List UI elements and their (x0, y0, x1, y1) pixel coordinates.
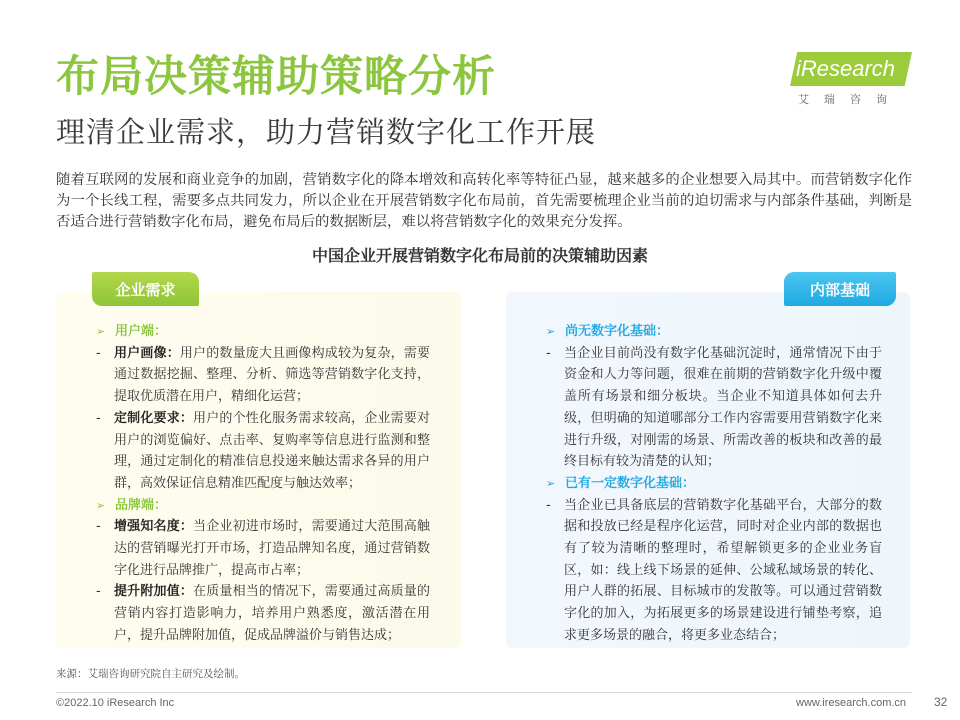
item-keyword: 提升附加值： (114, 584, 194, 600)
item-keyword: 增强知名度： (114, 519, 194, 535)
item-keyword: 定制化要求： (114, 410, 194, 426)
dash-bullet: - (546, 497, 551, 513)
arrow-bullet-icon: ➢ (96, 498, 106, 512)
list-item-body (114, 581, 430, 646)
list-item-body (114, 343, 430, 408)
logo-brand: iResearch (796, 56, 896, 81)
section-heading-brand (96, 495, 430, 517)
section-heading-no-foundation (546, 321, 882, 343)
intro-paragraph: 随着互联网的发展和商业竞争的加剧，营销数字化的降本增效和高转化率等特征凸显，越来越多的企业想要入局其中。而营销数字化作为一个长线工程，需要多点共同发力，所以企业在开展营销数字化布局前，首先需要梳理企业当前的迫切需求与内部条件基础，判断是否适合进行营销数字化布局，避免布局后的数据断层，难以将营销数字化的效果充分发挥。 (56, 172, 912, 230)
list-item-body (114, 408, 430, 495)
section-heading-text: 用户端： (115, 324, 168, 339)
list-item (96, 408, 430, 495)
arrow-bullet-icon: ➢ (546, 325, 556, 338)
dash-bullet: - (96, 345, 101, 361)
section-heading-text: 已有一定数字化基础： (565, 475, 696, 491)
internal-foundation-content (546, 321, 882, 647)
item-text: 用户的个性化服务需求较高，企业需要对用户的浏览偏好、点击率、复购率等信息进行监测和整理，通过定制化的精准信息投递来触达需求各异的用户群，高效保证信息精准匹配度与触达效率； (114, 410, 430, 491)
item-text: 在质量相当的情况下，需要通过高质量的营销内容打造影响力，培养用户熟悉度，激活潜在用户，提升品牌附加值，促成品牌溢价与销售达成； (114, 584, 430, 643)
internal-foundation-tab: 内部基础 (784, 272, 896, 306)
dash-bullet: - (96, 519, 101, 535)
page-title: 布局决策辅助策略分析 (56, 52, 496, 102)
item-text: 当企业初进市场时，需要通过大范围高触达的营销曝光打开市场，打造品牌知名度，通过营销数字化进行品牌推广，提高市占率； (114, 519, 430, 578)
item-text: 当企业目前尚没有数字化基础沉淀时，通常情况下由于资金和人力等问题，很难在前期的营销数字化升级中覆盖所有场景和细分板块。当企业不知道具体如何去升级，但明确的知道哪部分工作内容需要用营销数字化来进行升级，对刚需的场景、所需改善的板块和改善的最终目标有较为清楚的认知； (564, 345, 882, 470)
list-item (96, 581, 430, 646)
source-note: 来源：艾瑞咨询研究院自主研究及绘制。 (56, 668, 245, 680)
list-item (96, 516, 430, 581)
enterprise-needs-content (96, 321, 430, 647)
logo-subtitle: 艾瑞咨询 (798, 93, 902, 106)
list-item-body (114, 516, 430, 581)
section-heading-text: 品牌端： (115, 497, 168, 513)
section-heading-user (96, 321, 430, 343)
website-link[interactable]: www.iresearch.com.cn (796, 697, 907, 709)
figure-title: 中国企业开展营销数字化布局前的决策辅助因素 (311, 246, 648, 265)
list-item (546, 343, 882, 473)
item-keyword: 用户画像： (114, 345, 180, 361)
dash-bullet: - (96, 410, 101, 426)
page-number: 32 (934, 695, 948, 709)
list-item (96, 343, 430, 408)
arrow-bullet-icon: ➢ (546, 476, 556, 490)
section-heading-text: 尚无数字化基础： (565, 324, 670, 339)
footer-divider (56, 692, 912, 693)
page-subtitle: 理清企业需求，助力营销数字化工作开展 (56, 115, 597, 149)
arrow-bullet-icon: ➢ (96, 325, 106, 338)
item-text: 用户的数量庞大且画像构成较为复杂，需要通过数据挖掘、整理、分析、筛选等营销数字化支持，提取优质潜在用户，精细化运营； (114, 345, 430, 405)
iresearch-logo (790, 52, 920, 108)
list-item (546, 495, 882, 647)
dash-bullet: - (96, 584, 101, 600)
enterprise-needs-tab: 企业需求 (92, 272, 199, 306)
item-text: 当企业已具备底层的营销数字化基础平台，大部分的数据和投放已经是程序化运营，同时对企业内部的数据也有了较为清晰的整理时，希望解锁更多的企业业务盲区，如：线上线下场景的延伸、公域私域场景的转化、用户人群的拓展、目标城市的发散等。可以通过营销数字化的加入，为拓展更多的场景建设进行铺垫考察，追求更多场景的融合，将更多业态结合； (564, 497, 882, 643)
dash-bullet: - (546, 345, 551, 361)
section-heading-has-foundation (546, 473, 882, 495)
copyright: ©2022.10 iResearch Inc (56, 697, 175, 709)
